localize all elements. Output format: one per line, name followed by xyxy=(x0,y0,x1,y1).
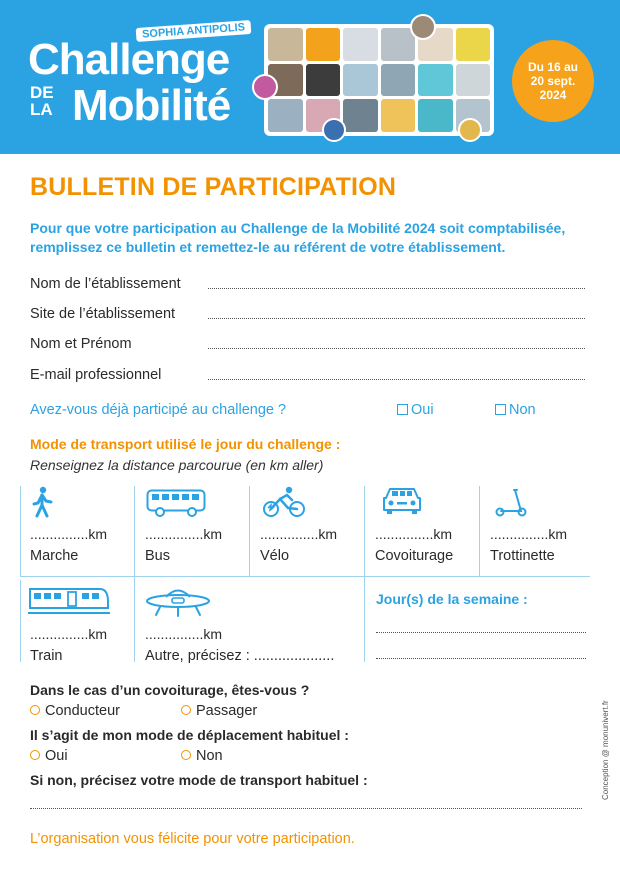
carpool-question: Dans le cas d’un covoiturage, êtes-vous ? xyxy=(30,682,310,698)
days-fill-line[interactable] xyxy=(376,632,586,633)
logo-mobilite-word: Mobilité xyxy=(72,81,231,130)
photo-collage xyxy=(264,24,494,136)
checkbox-icon[interactable] xyxy=(495,404,506,415)
mode-label-trottinette: Trottinette xyxy=(490,548,555,564)
photo-tile xyxy=(306,64,341,97)
participated-yes-checkbox[interactable]: Oui xyxy=(397,402,434,418)
radio-icon[interactable] xyxy=(181,705,191,715)
mode-label-autre[interactable]: Autre, précisez : .................... xyxy=(145,648,335,664)
photo-tile xyxy=(418,99,453,132)
photo-tile xyxy=(456,64,491,97)
photo-tile xyxy=(343,99,378,132)
habit-other-fill-line[interactable] xyxy=(30,808,582,809)
ufo-icon xyxy=(144,584,212,618)
mode-label-train: Train xyxy=(30,648,63,664)
field-site[interactable]: Site de l’établissement xyxy=(30,306,585,322)
habit-question: Il s’agit de mon mode de déplacement habituel : xyxy=(30,727,349,743)
photo-tile xyxy=(343,64,378,97)
logo-de-la: DE LA xyxy=(30,83,54,119)
radio-icon[interactable] xyxy=(30,750,40,760)
km-input-trottinette[interactable]: ...............km xyxy=(490,526,568,542)
bike-icon xyxy=(262,486,306,518)
fill-line[interactable] xyxy=(208,276,585,289)
logo-challenge-word: Challenge xyxy=(28,35,230,84)
photo-tile xyxy=(418,64,453,97)
photo-tile xyxy=(268,99,303,132)
photo-tile xyxy=(381,64,416,97)
photo-circle xyxy=(252,74,278,100)
intro-text: Pour que votre participation au Challenge de la Mobilité 2024 soit comptabilisée, remplissez ce bulletin et remettez-le au référent de votre établissement. xyxy=(30,220,566,255)
grid-divider xyxy=(20,576,590,577)
carpool-driver-option[interactable]: Conducteur xyxy=(30,703,120,719)
photo-tile xyxy=(381,99,416,132)
participated-question: Avez-vous déjà participé au challenge ? xyxy=(30,402,287,418)
grid-divider xyxy=(249,486,250,576)
mode-label-marche: Marche xyxy=(30,548,79,564)
photo-tile xyxy=(456,28,491,61)
photo-circle xyxy=(458,118,482,142)
train-icon xyxy=(28,586,110,616)
photo-tile xyxy=(306,28,341,61)
transport-section-subtitle: Renseignez la distance parcourue (en km aller) xyxy=(30,457,324,473)
transport-section-title: Mode de transport utilisé le jour du challenge : xyxy=(30,436,341,452)
radio-icon[interactable] xyxy=(181,750,191,760)
grid-divider xyxy=(20,486,21,576)
field-email[interactable]: E-mail professionnel xyxy=(30,367,585,383)
radio-icon[interactable] xyxy=(30,705,40,715)
grid-divider xyxy=(479,486,480,576)
photo-tile xyxy=(268,28,303,61)
photo-tile xyxy=(381,28,416,61)
photo-tile xyxy=(343,28,378,61)
days-fill-line[interactable] xyxy=(376,658,586,659)
km-input-train[interactable]: ...............km xyxy=(30,626,108,642)
footer-thanks: L’organisation vous félicite pour votre participation. xyxy=(30,831,355,847)
mode-label-bus: Bus xyxy=(145,548,170,564)
participated-no-checkbox[interactable]: Non xyxy=(495,402,536,418)
header-banner xyxy=(0,0,620,154)
mode-label-covoiturage: Covoiturage xyxy=(375,548,454,564)
car-icon xyxy=(380,486,424,518)
page-title: BULLETIN DE PARTICIPATION xyxy=(30,173,397,201)
km-input-covoiturage[interactable]: ...............km xyxy=(375,526,453,542)
habit-no-option[interactable]: Non xyxy=(181,748,223,764)
carpool-passenger-option[interactable]: Passager xyxy=(181,703,257,719)
bus-icon xyxy=(146,489,206,517)
mode-label-velo: Vélo xyxy=(260,548,290,564)
km-input-autre[interactable]: ...............km xyxy=(145,626,223,642)
scooter-icon xyxy=(494,488,528,518)
photo-circle xyxy=(410,14,436,40)
fill-line[interactable] xyxy=(208,306,585,319)
habit-yes-option[interactable]: Oui xyxy=(30,748,68,764)
logo-sophia-tag: SOPHIA ANTIPOLIS xyxy=(136,20,252,42)
grid-divider xyxy=(20,580,21,662)
habit-other-question: Si non, précisez votre mode de transport habituel : xyxy=(30,772,368,788)
design-credit: Conception @ monunivert.fr xyxy=(601,700,610,800)
fill-line[interactable] xyxy=(208,367,585,380)
walking-icon xyxy=(30,486,56,518)
days-title: Jour(s) de la semaine : xyxy=(376,591,528,607)
km-input-bus[interactable]: ...............km xyxy=(145,526,223,542)
date-badge: Du 16 au 20 sept. 2024 xyxy=(512,40,594,122)
checkbox-icon[interactable] xyxy=(397,404,408,415)
km-input-marche[interactable]: ...............km xyxy=(30,526,108,542)
km-input-velo[interactable]: ...............km xyxy=(260,526,338,542)
photo-circle xyxy=(322,118,346,142)
fill-line[interactable] xyxy=(208,336,585,349)
field-nom-prenom[interactable]: Nom et Prénom xyxy=(30,336,585,352)
field-etablissement[interactable]: Nom de l’établissement xyxy=(30,276,585,292)
grid-divider xyxy=(134,486,135,662)
grid-divider xyxy=(364,486,365,662)
